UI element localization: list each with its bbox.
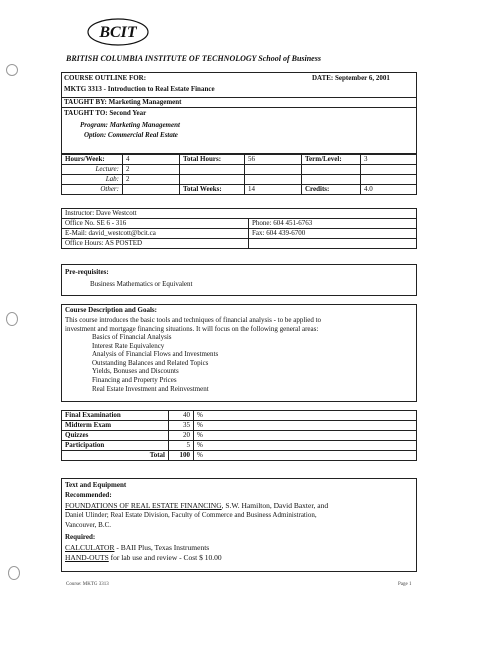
- handouts-title: HAND-OUTS: [65, 553, 109, 562]
- table-row: [62, 441, 417, 451]
- handouts-desc: for lab use and review - Cost $ 10.00: [108, 553, 222, 562]
- prerequisites-heading: Pre-requisites:: [65, 268, 109, 276]
- option: Option: Commercial Real Estate: [84, 131, 178, 139]
- equipment-heading: Text and Equipment: [65, 481, 127, 489]
- grading-total-value: 100: [169, 451, 194, 461]
- other-label: Other:: [62, 185, 123, 195]
- recommended-label: Recommended:: [65, 491, 112, 499]
- table-row: [62, 421, 417, 431]
- instructor-fax: Fax: 604 439-6700: [249, 229, 417, 239]
- grading-label: Quizzes: [62, 431, 169, 441]
- lecture-value: 2: [123, 165, 180, 175]
- description-heading: Course Description and Goals:: [65, 306, 157, 314]
- grading-value: 20: [169, 431, 194, 441]
- description-line-2: investment and mortgage financing situations. It will focus on the following general areas:: [65, 325, 319, 333]
- instructor-email: E-Mail: david_westcott@bcit.ca: [62, 229, 249, 239]
- list-item: Basics of Financial Analysis: [92, 333, 172, 341]
- hours-week-value: 4: [123, 155, 180, 165]
- credits-label: Credits:: [302, 185, 361, 195]
- prerequisites-text: Business Mathematics or Equivalent: [90, 280, 193, 288]
- footer-course: Course: MKTG 3313: [66, 582, 109, 587]
- footer-page: Page 1: [398, 582, 412, 587]
- course-outline-label: COURSE OUTLINE FOR:: [64, 74, 147, 82]
- total-hours-value: 56: [245, 155, 302, 165]
- book-authors: , S.W. Hamilton, David Baxter, and: [221, 501, 329, 510]
- calculator-title: CALCULATOR: [65, 543, 115, 552]
- required-label: Required:: [65, 533, 96, 541]
- instructor-table: [61, 208, 417, 249]
- term-level-value: 3: [361, 155, 417, 165]
- total-weeks-value: 14: [245, 185, 302, 195]
- svg-text:BCIT: BCIT: [99, 24, 137, 41]
- taught-to: TAUGHT TO: Second Year: [64, 109, 147, 117]
- program: Program: Marketing Management: [80, 121, 180, 129]
- grading-total-unit: %: [194, 451, 417, 461]
- outline-date: DATE: September 6, 2001: [312, 74, 390, 82]
- grading-unit: %: [194, 411, 417, 421]
- list-item: Analysis of Financial Flows and Investments: [92, 350, 219, 359]
- instructor-phone: Phone: 604 451-6763: [249, 219, 417, 229]
- total-weeks-label: Total Weeks:: [180, 185, 245, 195]
- grading-unit: %: [194, 441, 417, 451]
- credits-value: 4.0: [361, 185, 417, 195]
- hours-week-label: Hours/Week:: [62, 155, 123, 165]
- punch-mark-top: [6, 64, 18, 76]
- bcit-logo: [86, 12, 150, 48]
- table-row: [62, 451, 417, 461]
- grading-unit: %: [194, 421, 417, 431]
- calculator-item: [65, 543, 209, 552]
- book-title: FOUNDATIONS OF REAL ESTATE FINANCING: [65, 501, 222, 510]
- grading-value: 5: [169, 441, 194, 451]
- grading-table: [61, 410, 417, 461]
- recommended-book: [65, 501, 328, 510]
- lecture-label: Lecture:: [62, 165, 123, 175]
- grading-total-label: Total: [62, 451, 169, 461]
- office-number: Office No. SE 6 - 316: [62, 219, 249, 229]
- calculator-desc: - BAII Plus, Texas Instruments: [114, 543, 210, 552]
- handouts-item: [65, 553, 222, 562]
- institution-name: BRITISH COLUMBIA INSTITUTE OF TECHNOLOGY School of Business: [66, 54, 321, 63]
- taught-by: TAUGHT BY: Marketing Management: [64, 98, 182, 106]
- list-item: Financing and Property Prices: [92, 375, 177, 384]
- course-code-title: MKTG 3313 - Introduction to Real Estate Finance: [64, 85, 215, 93]
- book-line-3: Vancouver, B.C.: [65, 521, 111, 529]
- table-row: [62, 431, 417, 441]
- list-item: Interest Rate Equivalency: [92, 341, 165, 350]
- list-item: Real Estate Investment and Reinvestment: [92, 384, 209, 393]
- hours-table: [61, 154, 417, 195]
- lab-label: Lab:: [62, 175, 123, 185]
- term-level-label: Term/Level:: [302, 155, 361, 165]
- punch-mark-bottom: [8, 566, 20, 580]
- grading-value: 35: [169, 421, 194, 431]
- table-row: [62, 411, 417, 421]
- list-item: Yields, Bonuses and Discounts: [92, 367, 179, 376]
- office-hours: Office Hours: AS POSTED: [62, 239, 249, 249]
- lab-value: 2: [123, 175, 180, 185]
- grading-unit: %: [194, 431, 417, 441]
- list-item: Outstanding Balances and Related Topics: [92, 358, 209, 367]
- topic-list: [92, 333, 218, 393]
- grading-label: Final Examination: [62, 411, 169, 421]
- grading-value: 40: [169, 411, 194, 421]
- book-line-2: Daniel Ulinder; Real Estate Division, Faculty of Commerce and Business Administration,: [65, 511, 317, 519]
- punch-mark-middle: [6, 312, 18, 326]
- grading-label: Participation: [62, 441, 169, 451]
- description-line-1: This course introduces the basic tools and techniques of financial analysis - to be applied to: [65, 316, 322, 324]
- total-hours-label: Total Hours:: [180, 155, 245, 165]
- instructor-name: Instructor: Dave Westcott: [62, 209, 417, 219]
- grading-label: Midterm Exam: [62, 421, 169, 431]
